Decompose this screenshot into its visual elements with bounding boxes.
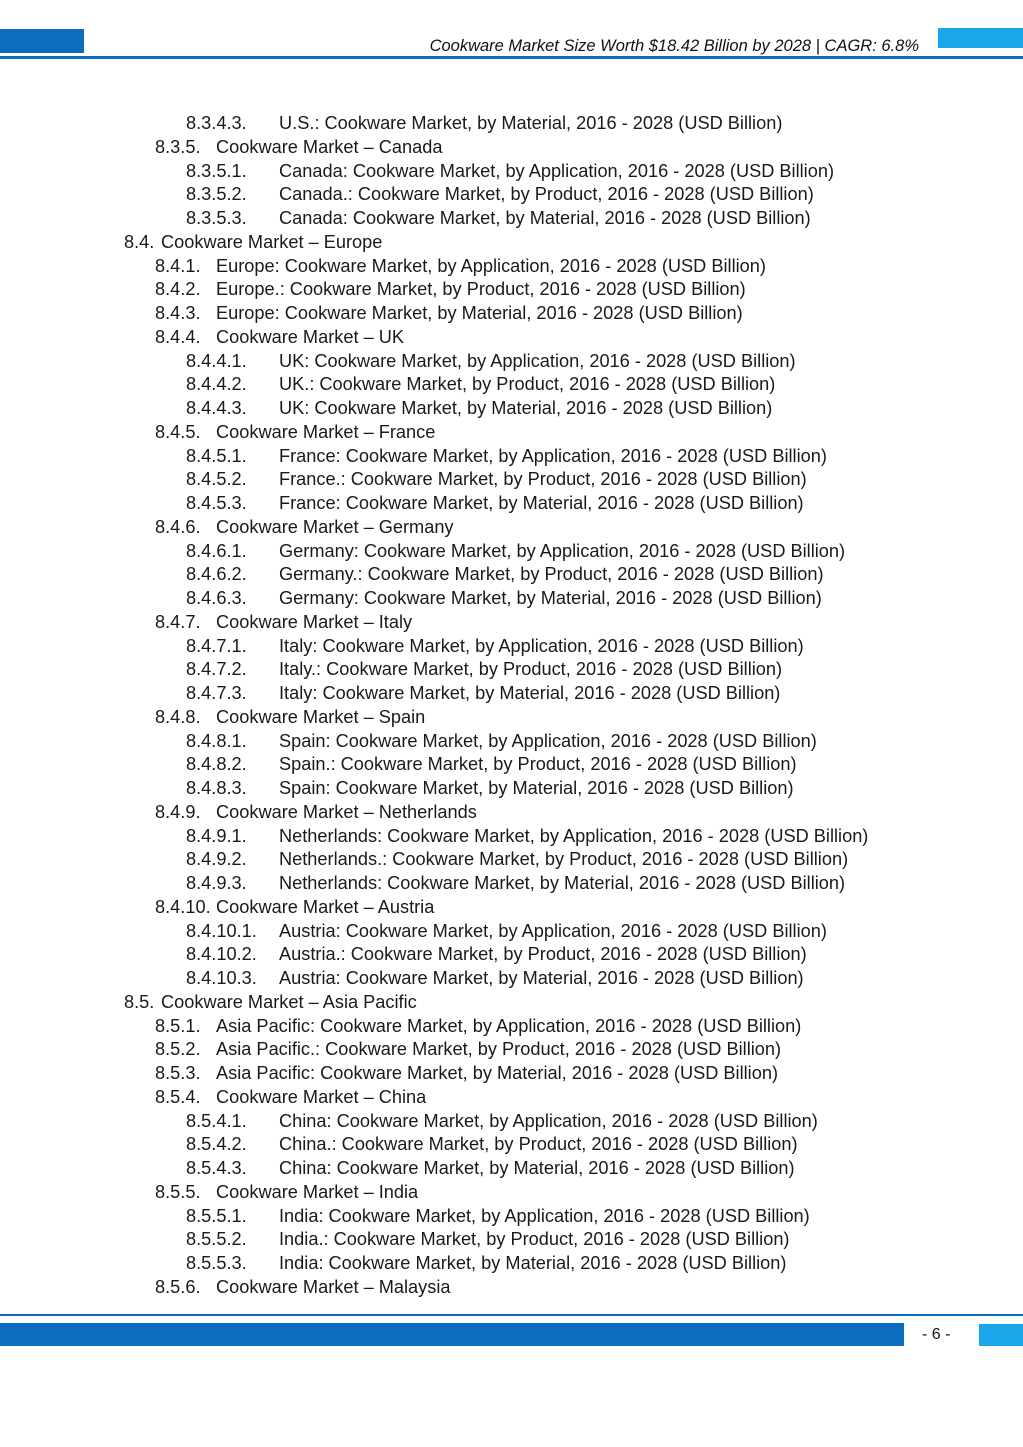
- toc-entry: [0, 373, 1023, 397]
- toc-entry-title: Austria: Cookware Market, by Application, 2016 - 2028 (USD Billion): [279, 920, 827, 941]
- toc-entry: [0, 1015, 1023, 1039]
- toc-entry-number: 8.4.10.1.: [186, 920, 257, 941]
- toc-entry-number: 8.4.7.3.: [186, 683, 247, 703]
- toc-entry-title: India: Cookware Market, by Application, 2016 - 2028 (USD Billion): [279, 1205, 810, 1226]
- toc-entry: [0, 1086, 1023, 1110]
- toc-entry-number: 8.4.6.: [155, 516, 201, 537]
- toc-entry-number: 8.3.5.3.: [186, 208, 247, 228]
- toc-entry-number: 8.5.5.2.: [186, 1229, 247, 1250]
- toc-entry: [0, 896, 1023, 920]
- toc-entry-number: 8.4.9.: [155, 801, 201, 822]
- toc-entry-title: Cookware Market – Europe: [161, 231, 383, 252]
- toc-entry-number: 8.4.8.3.: [186, 778, 247, 798]
- toc-entry-number: 8.5.1.: [155, 1015, 201, 1036]
- toc-entry-title: Cookware Market – Germany: [216, 516, 454, 537]
- toc-entry: [0, 1276, 1023, 1300]
- toc-entry: [0, 112, 1023, 136]
- toc-entry: [0, 1205, 1023, 1229]
- toc-entry-title: UK.: Cookware Market, by Product, 2016 - 2028 (USD Billion): [279, 374, 776, 395]
- toc-entry-number: 8.4.3.: [155, 303, 201, 323]
- toc-entry-title: China: Cookware Market, by Application, 2016 - 2028 (USD Billion): [279, 1110, 818, 1131]
- toc-entry: [0, 658, 1023, 682]
- footer-bar: [0, 1323, 904, 1346]
- table-of-contents: [0, 112, 1023, 1300]
- toc-entry: [0, 231, 1023, 255]
- toc-entry-number: 8.5.5.3.: [186, 1253, 247, 1273]
- toc-entry-number: 8.4.8.1.: [186, 730, 247, 751]
- toc-entry: [0, 1133, 1023, 1157]
- toc-entry-title: India: Cookware Market, by Material, 2016 - 2028 (USD Billion): [279, 1253, 787, 1273]
- toc-entry: [0, 848, 1023, 872]
- footer-accent-block-right: [979, 1324, 1023, 1346]
- toc-entry-title: Cookware Market – China: [216, 1086, 427, 1107]
- toc-entry: [0, 468, 1023, 492]
- toc-entry-title: Asia Pacific: Cookware Market, by Application, 2016 - 2028 (USD Billion): [216, 1015, 802, 1036]
- toc-entry-title: Cookware Market – Netherlands: [216, 801, 477, 822]
- toc-entry: [0, 1228, 1023, 1252]
- toc-entry: [0, 445, 1023, 469]
- toc-entry-number: 8.5.5.1.: [186, 1205, 247, 1226]
- toc-entry-title: UK: Cookware Market, by Application, 2016 - 2028 (USD Billion): [279, 350, 796, 371]
- toc-entry: [0, 872, 1023, 896]
- toc-entry-title: Italy: Cookware Market, by Material, 2016 - 2028 (USD Billion): [279, 683, 781, 703]
- toc-entry-title: India.: Cookware Market, by Product, 2016 - 2028 (USD Billion): [279, 1229, 790, 1250]
- toc-entry-number: 8.4.6.2.: [186, 564, 247, 585]
- toc-entry-title: Netherlands: Cookware Market, by Material, 2016 - 2028 (USD Billion): [279, 873, 846, 893]
- toc-entry: [0, 207, 1023, 231]
- toc-entry-number: 8.4.2.: [155, 279, 201, 300]
- toc-entry: [0, 801, 1023, 825]
- toc-entry-number: 8.4.7.2.: [186, 659, 247, 680]
- toc-entry-number: 8.5.: [124, 991, 155, 1012]
- toc-entry: [0, 1110, 1023, 1134]
- toc-entry-title: Cookware Market – France: [216, 421, 436, 442]
- toc-entry: [0, 1252, 1023, 1276]
- toc-entry-number: 8.4.4.: [155, 326, 201, 347]
- toc-entry: [0, 302, 1023, 326]
- header-accent-block-right: [938, 28, 1023, 48]
- toc-entry-title: France.: Cookware Market, by Product, 2016 - 2028 (USD Billion): [279, 469, 807, 490]
- toc-entry-number: 8.4.: [124, 231, 155, 252]
- toc-entry-number: 8.4.4.2.: [186, 374, 247, 395]
- toc-entry-title: Italy: Cookware Market, by Application, 2016 - 2028 (USD Billion): [279, 635, 804, 656]
- toc-entry-number: 8.4.5.1.: [186, 445, 247, 466]
- toc-entry: [0, 991, 1023, 1015]
- toc-entry: [0, 753, 1023, 777]
- toc-entry: [0, 967, 1023, 991]
- toc-entry-title: Europe: Cookware Market, by Material, 2016 - 2028 (USD Billion): [216, 303, 743, 323]
- toc-entry-title: U.S.: Cookware Market, by Material, 2016 - 2028 (USD Billion): [279, 113, 783, 133]
- header-accent-block-left: [0, 29, 84, 53]
- toc-entry-number: 8.4.6.1.: [186, 540, 247, 561]
- toc-entry-number: 8.3.5.1.: [186, 160, 247, 181]
- toc-entry-number: 8.4.10.3.: [186, 968, 257, 988]
- toc-entry-title: Canada: Cookware Market, by Application, 2016 - 2028 (USD Billion): [279, 160, 835, 181]
- toc-entry: [0, 183, 1023, 207]
- toc-entry-number: 8.4.10.: [155, 896, 211, 917]
- toc-entry-title: Spain: Cookware Market, by Material, 2016 - 2028 (USD Billion): [279, 778, 794, 798]
- toc-entry-title: Austria: Cookware Market, by Material, 2016 - 2028 (USD Billion): [279, 968, 804, 988]
- toc-entry: [0, 1181, 1023, 1205]
- toc-entry: [0, 397, 1023, 421]
- toc-entry: [0, 255, 1023, 279]
- toc-entry-title: Italy.: Cookware Market, by Product, 2016 - 2028 (USD Billion): [279, 659, 783, 680]
- toc-entry: [0, 706, 1023, 730]
- toc-entry-title: Cookware Market – Italy: [216, 611, 413, 632]
- toc-entry: [0, 540, 1023, 564]
- toc-entry: [0, 421, 1023, 445]
- toc-entry-title: Cookware Market – India: [216, 1181, 419, 1202]
- toc-entry-number: 8.4.8.2.: [186, 754, 247, 775]
- toc-entry: [0, 278, 1023, 302]
- toc-entry-number: 8.5.6.: [155, 1276, 201, 1297]
- page-number: - 6 -: [922, 1326, 951, 1343]
- toc-entry-number: 8.3.4.3.: [186, 113, 247, 133]
- toc-entry: [0, 1062, 1023, 1086]
- toc-entry: [0, 635, 1023, 659]
- toc-entry: [0, 563, 1023, 587]
- toc-entry: [0, 943, 1023, 967]
- toc-entry-title: Canada.: Cookware Market, by Product, 2016 - 2028 (USD Billion): [279, 184, 814, 205]
- toc-entry-title: Europe.: Cookware Market, by Product, 2016 - 2028 (USD Billion): [216, 279, 746, 300]
- toc-entry: [0, 825, 1023, 849]
- toc-entry-title: Cookware Market – UK: [216, 326, 405, 347]
- toc-entry-number: 8.4.9.3.: [186, 873, 247, 893]
- toc-entry-number: 8.4.9.2.: [186, 849, 247, 870]
- toc-entry: [0, 1038, 1023, 1062]
- toc-entry-number: 8.4.10.2.: [186, 944, 257, 965]
- toc-entry-number: 8.5.2.: [155, 1039, 201, 1060]
- toc-entry-number: 8.5.4.3.: [186, 1158, 247, 1178]
- toc-entry-title: Asia Pacific: Cookware Market, by Material, 2016 - 2028 (USD Billion): [216, 1063, 779, 1083]
- toc-entry-number: 8.5.4.: [155, 1086, 201, 1107]
- toc-entry-title: China: Cookware Market, by Material, 2016 - 2028 (USD Billion): [279, 1158, 795, 1178]
- toc-entry-number: 8.5.5.: [155, 1181, 201, 1202]
- toc-entry-title: Europe: Cookware Market, by Application, 2016 - 2028 (USD Billion): [216, 255, 766, 276]
- toc-entry-title: Cookware Market – Malaysia: [216, 1276, 451, 1297]
- toc-entry-title: Cookware Market – Spain: [216, 706, 426, 727]
- toc-entry-title: Canada: Cookware Market, by Material, 2016 - 2028 (USD Billion): [279, 208, 811, 228]
- toc-entry-title: Netherlands.: Cookware Market, by Product, 2016 - 2028 (USD Billion): [279, 849, 849, 870]
- header-rule: [0, 56, 1023, 59]
- toc-entry-number: 8.5.4.2.: [186, 1134, 247, 1155]
- toc-entry-title: Cookware Market – Asia Pacific: [161, 991, 417, 1012]
- header-title: Cookware Market Size Worth $18.42 Billion by 2028 | CAGR: 6.8%: [429, 37, 919, 55]
- toc-entry-number: 8.4.4.1.: [186, 350, 247, 371]
- toc-entry: [0, 730, 1023, 754]
- toc-entry-number: 8.4.1.: [155, 255, 201, 276]
- toc-entry: [0, 160, 1023, 184]
- toc-entry-number: 8.3.5.2.: [186, 184, 247, 205]
- toc-entry: [0, 326, 1023, 350]
- toc-entry: [0, 136, 1023, 160]
- toc-entry-title: Germany: Cookware Market, by Application, 2016 - 2028 (USD Billion): [279, 540, 846, 561]
- toc-entry-number: 8.3.5.: [155, 136, 201, 157]
- toc-entry-number: 8.4.8.: [155, 706, 201, 727]
- toc-entry: [0, 1157, 1023, 1181]
- toc-entry-number: 8.4.7.: [155, 611, 201, 632]
- toc-entry-title: France: Cookware Market, by Application, 2016 - 2028 (USD Billion): [279, 445, 827, 466]
- toc-entry-title: Germany.: Cookware Market, by Product, 2016 - 2028 (USD Billion): [279, 564, 824, 585]
- toc-entry: [0, 587, 1023, 611]
- toc-entry-title: UK: Cookware Market, by Material, 2016 - 2028 (USD Billion): [279, 398, 773, 418]
- toc-entry: [0, 920, 1023, 944]
- toc-entry-number: 8.4.5.2.: [186, 469, 247, 490]
- toc-entry-number: 8.4.6.3.: [186, 588, 247, 608]
- footer-rule: [0, 1314, 1023, 1316]
- toc-entry-title: Germany: Cookware Market, by Material, 2016 - 2028 (USD Billion): [279, 588, 822, 608]
- toc-entry: [0, 682, 1023, 706]
- toc-entry-number: 8.4.9.1.: [186, 825, 247, 846]
- toc-entry-title: Cookware Market – Canada: [216, 136, 443, 157]
- toc-entry-number: 8.5.4.1.: [186, 1110, 247, 1131]
- toc-entry: [0, 492, 1023, 516]
- toc-entry: [0, 777, 1023, 801]
- toc-entry: [0, 611, 1023, 635]
- toc-entry-title: Spain: Cookware Market, by Application, 2016 - 2028 (USD Billion): [279, 730, 817, 751]
- toc-entry-title: Austria.: Cookware Market, by Product, 2016 - 2028 (USD Billion): [279, 944, 807, 965]
- toc-entry-number: 8.5.3.: [155, 1063, 201, 1083]
- toc-entry-title: Cookware Market – Austria: [216, 896, 435, 917]
- toc-entry: [0, 516, 1023, 540]
- toc-entry-title: China.: Cookware Market, by Product, 2016 - 2028 (USD Billion): [279, 1134, 798, 1155]
- toc-entry-number: 8.4.4.3.: [186, 398, 247, 418]
- toc-entry-title: France: Cookware Market, by Material, 2016 - 2028 (USD Billion): [279, 493, 804, 513]
- toc-entry: [0, 350, 1023, 374]
- toc-entry-number: 8.4.5.3.: [186, 493, 247, 513]
- toc-entry-title: Spain.: Cookware Market, by Product, 2016 - 2028 (USD Billion): [279, 754, 797, 775]
- toc-entry-number: 8.4.7.1.: [186, 635, 247, 656]
- toc-entry-number: 8.4.5.: [155, 421, 201, 442]
- toc-entry-title: Asia Pacific.: Cookware Market, by Product, 2016 - 2028 (USD Billion): [216, 1039, 782, 1060]
- toc-entry-title: Netherlands: Cookware Market, by Application, 2016 - 2028 (USD Billion): [279, 825, 869, 846]
